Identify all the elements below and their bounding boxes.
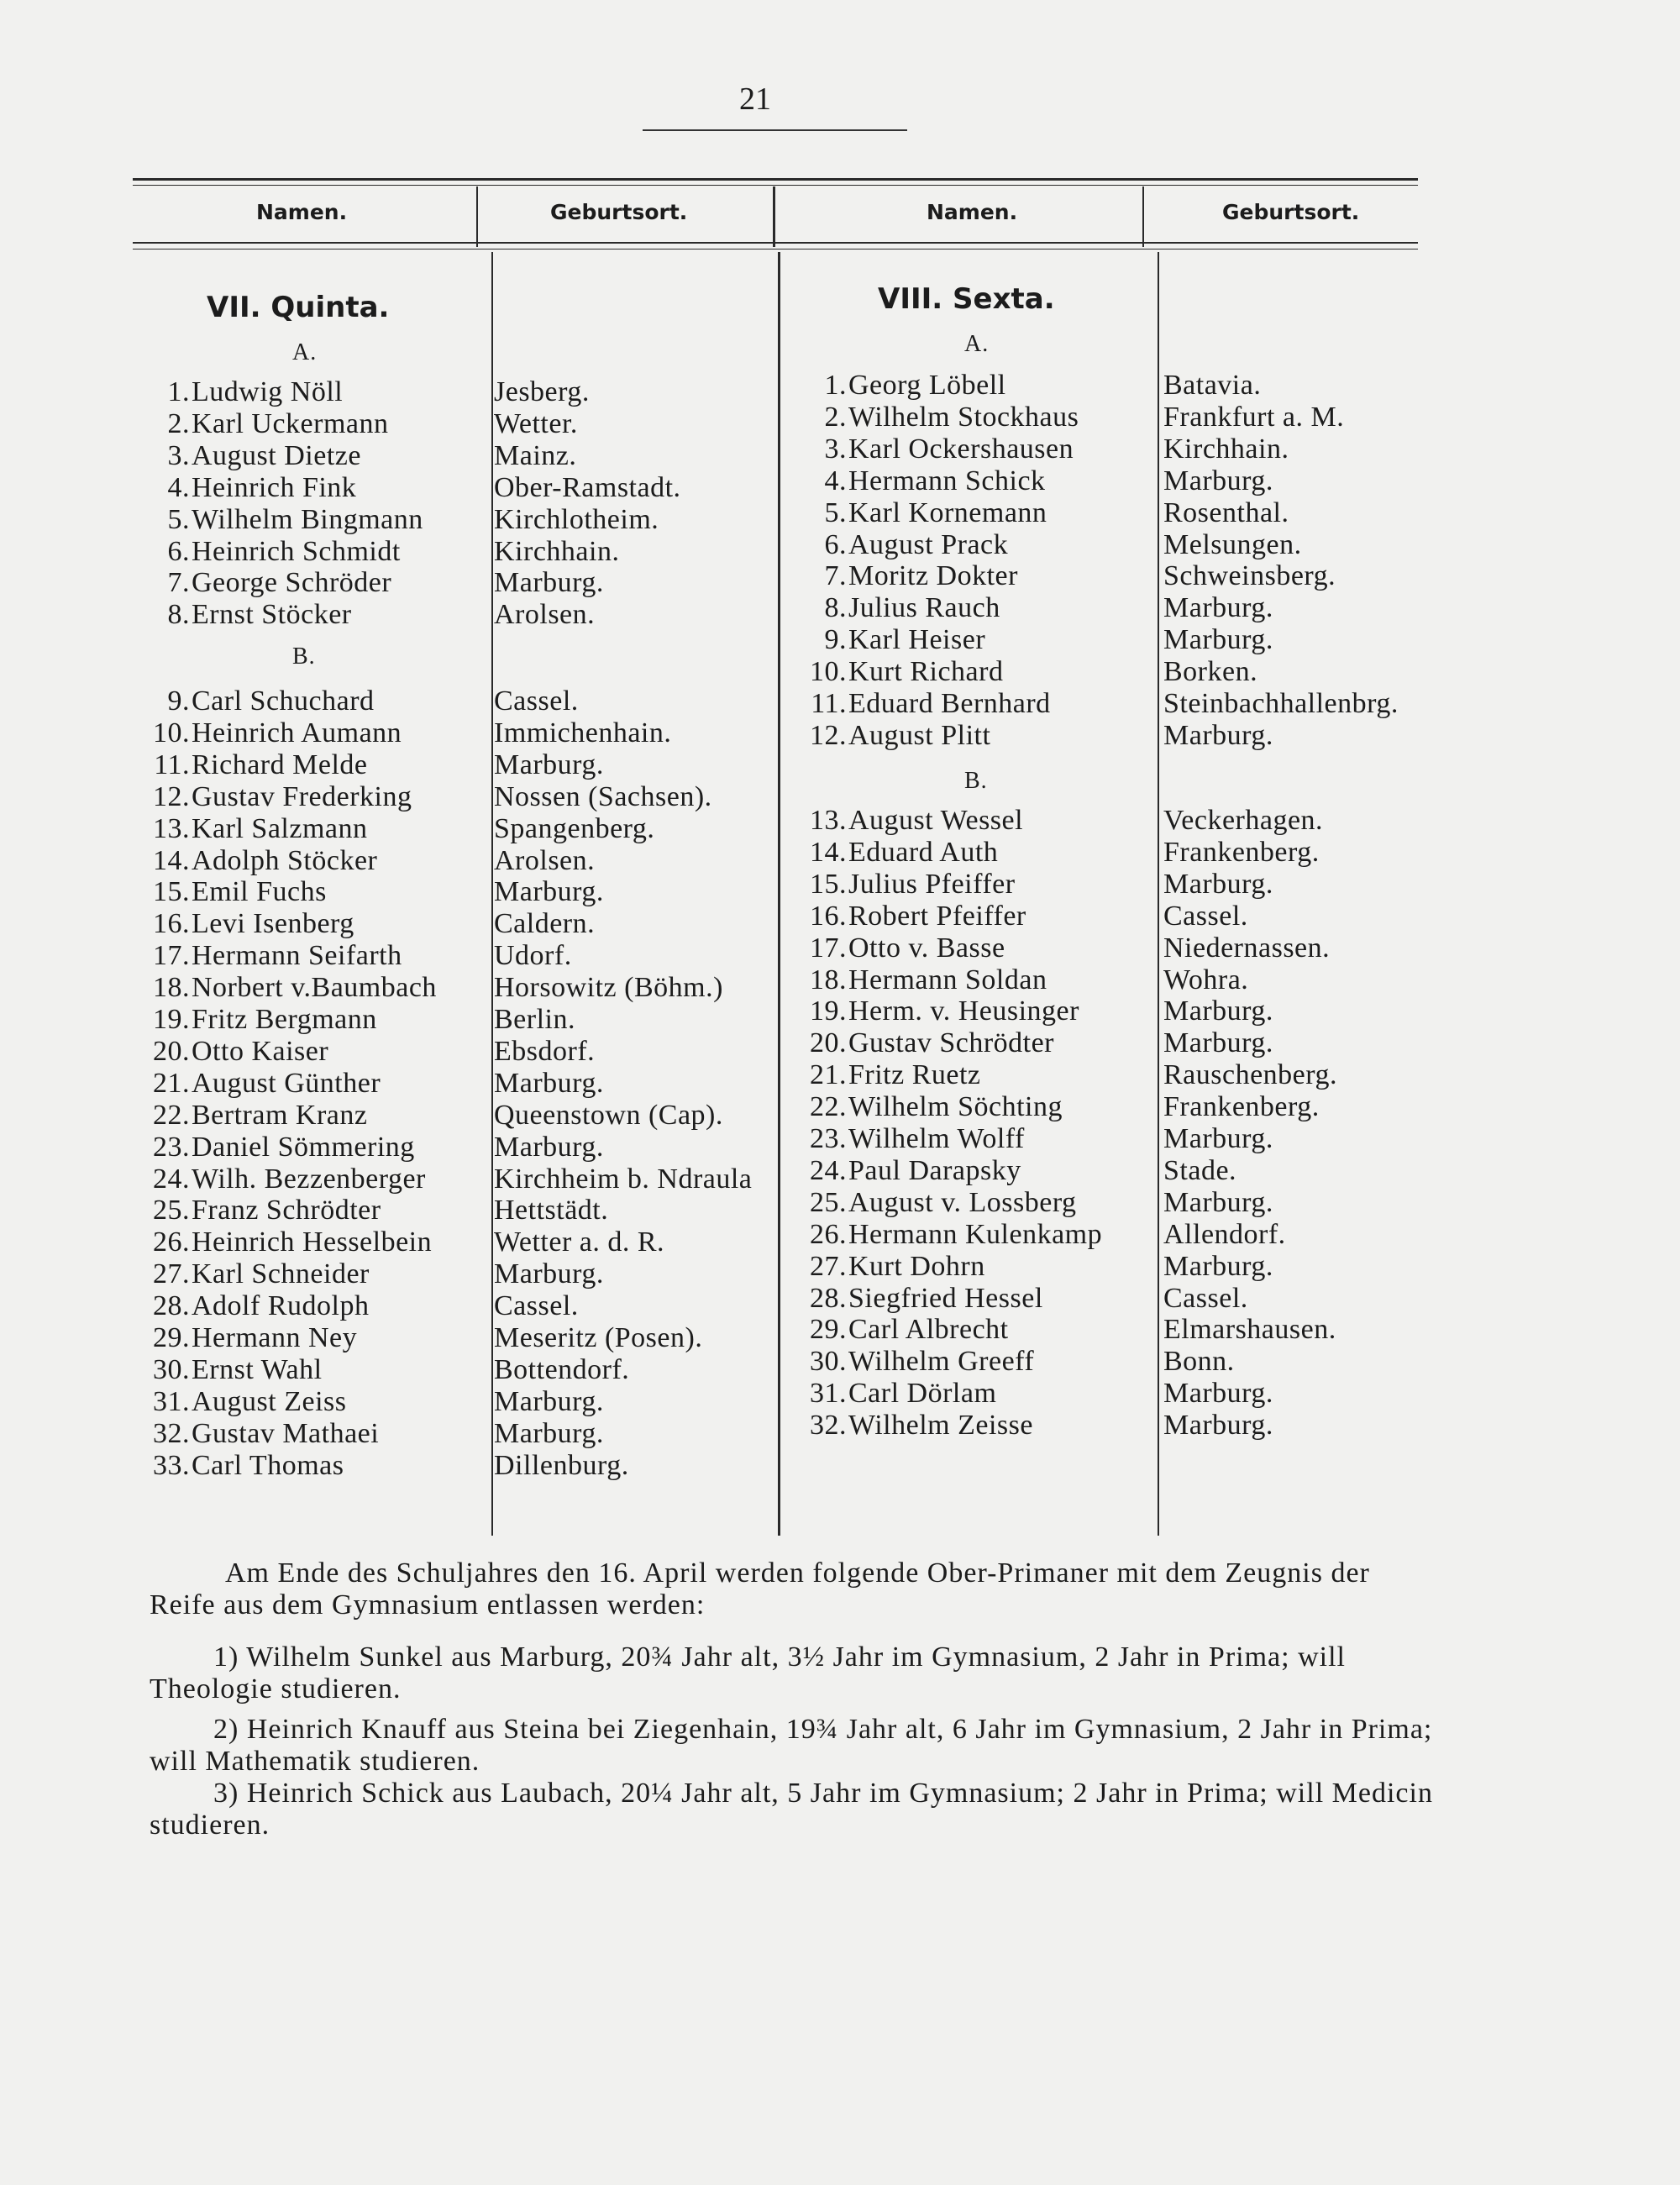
student-number: 15.	[810, 868, 847, 900]
student-row	[806, 1346, 1235, 1378]
student-row	[806, 1186, 1273, 1219]
student-row	[806, 1410, 1273, 1442]
student-number: 15.	[153, 876, 190, 908]
student-number: 4.	[824, 465, 847, 496]
student-birthplace: Wohra.	[1163, 964, 1249, 995]
header-divider-3	[1142, 186, 1144, 247]
student-row	[806, 401, 1345, 433]
student-row	[806, 1218, 1286, 1251]
student-number: 32.	[153, 1417, 190, 1449]
student-row	[150, 1322, 703, 1354]
student-number: 16.	[810, 900, 847, 932]
header-name-left: Namen.	[256, 200, 348, 224]
student-name: August Günther	[192, 1067, 381, 1099]
student-birthplace: Marburg.	[494, 1417, 604, 1449]
student-row	[806, 496, 1289, 529]
student-number: 17.	[153, 940, 190, 972]
student-number: 2.	[167, 407, 190, 439]
student-birthplace: Cassel.	[1163, 900, 1248, 932]
student-number: 4.	[167, 471, 190, 503]
student-number: 26.	[153, 1226, 190, 1258]
student-number: 30.	[810, 1346, 847, 1378]
student-row	[806, 465, 1273, 497]
student-number: 7.	[167, 567, 190, 599]
student-row	[150, 503, 659, 536]
student-birthplace: Rosenthal.	[1163, 496, 1289, 528]
student-birthplace: Meseritz (Posen).	[494, 1322, 703, 1353]
student-birthplace: Caldern.	[494, 908, 596, 940]
student-birthplace: Wetter.	[494, 407, 578, 439]
student-name: Karl Heiser	[848, 624, 986, 656]
student-number: 1.	[824, 370, 847, 401]
student-row	[806, 1059, 1337, 1091]
student-row	[806, 868, 1273, 901]
page-number-rule	[643, 129, 907, 131]
student-row	[150, 567, 604, 599]
student-row	[150, 471, 681, 504]
student-name: Adolf Rudolph	[192, 1290, 370, 1322]
student-name: Emil Fuchs	[192, 876, 327, 908]
student-number: 23.	[153, 1131, 190, 1163]
student-name: Wilhelm Bingmann	[192, 503, 423, 535]
student-birthplace: Schweinsberg.	[1163, 560, 1336, 592]
student-number: 30.	[153, 1353, 190, 1385]
student-birthplace: Marburg.	[494, 876, 604, 908]
student-row	[150, 748, 604, 781]
student-name: Otto v. Basse	[848, 932, 1005, 964]
student-birthplace: Marburg.	[1163, 1250, 1273, 1282]
student-birthplace: Marburg.	[1163, 868, 1273, 900]
student-row	[806, 1282, 1248, 1315]
table-top-rule-thin	[133, 185, 1418, 186]
student-row	[806, 1250, 1273, 1283]
student-number: 10.	[810, 656, 847, 688]
student-name: Otto Kaiser	[192, 1035, 329, 1067]
student-number: 1.	[167, 376, 190, 407]
student-number: 26.	[810, 1218, 847, 1250]
student-row	[150, 1004, 575, 1036]
student-number: 17.	[810, 932, 847, 964]
student-name: Heinrich Schmidt	[192, 535, 401, 567]
student-birthplace: Ebsdorf.	[494, 1035, 596, 1067]
student-birthplace: Horsowitz (Böhm.)	[494, 972, 723, 1004]
student-name: Norbert v.Baumbach	[192, 972, 437, 1004]
student-row	[150, 844, 596, 877]
student-name: Carl Albrecht	[848, 1314, 1009, 1346]
student-number: 5.	[824, 496, 847, 528]
student-name: Hermann Schick	[848, 465, 1046, 496]
student-birthplace: Marburg.	[494, 1385, 604, 1417]
student-row	[150, 599, 596, 631]
student-row	[806, 688, 1399, 720]
student-row	[150, 908, 596, 940]
student-number: 13.	[810, 805, 847, 836]
student-number: 14.	[153, 844, 190, 876]
header-bottom-rule	[133, 242, 1418, 244]
student-name: Paul Darapsky	[848, 1154, 1021, 1186]
student-name: Heinrich Fink	[192, 471, 357, 503]
section-title-quinta: VII. Quinta.	[207, 291, 390, 324]
student-birthplace: Allendorf.	[1163, 1218, 1286, 1250]
header-name-right: Namen.	[927, 200, 1018, 224]
student-row	[806, 836, 1320, 869]
student-name: Karl Schneider	[192, 1258, 370, 1290]
student-birthplace: Frankenberg.	[1163, 836, 1320, 868]
student-birthplace: Veckerhagen.	[1163, 805, 1324, 836]
student-name: Daniel Sömmering	[192, 1131, 415, 1163]
student-birthplace: Hettstädt.	[494, 1195, 609, 1226]
student-number: 25.	[153, 1195, 190, 1226]
student-birthplace: Queenstown (Cap).	[494, 1099, 723, 1131]
student-row	[806, 805, 1324, 837]
column-divider-center	[778, 252, 780, 1536]
student-row	[150, 1195, 609, 1226]
student-birthplace: Immichenhain.	[494, 717, 672, 748]
student-name: Karl Kornemann	[848, 496, 1047, 528]
graduate-entry: 1) Wilhelm Sunkel aus Marburg, 20¾ Jahr alt, 3½ Jahr im Gymnasium, 2 Jahr in Prima; will Theologie studieren.	[150, 1641, 1346, 1704]
student-row	[806, 1027, 1273, 1059]
student-number: 28.	[810, 1282, 847, 1314]
student-row	[150, 1035, 596, 1068]
student-row	[150, 876, 604, 908]
student-name: Franz Schrödter	[192, 1195, 381, 1226]
student-name: Wilhelm Söchting	[848, 1091, 1063, 1123]
header-birthplace-left: Geburtsort.	[550, 200, 688, 224]
student-row	[806, 1123, 1273, 1155]
group-label: B.	[964, 768, 988, 794]
student-name: Richard Melde	[192, 748, 368, 780]
student-number: 8.	[167, 599, 190, 631]
student-name: Hermann Seifarth	[192, 940, 402, 972]
student-number: 9.	[167, 685, 190, 717]
student-row	[806, 995, 1273, 1027]
student-number: 23.	[810, 1123, 847, 1154]
student-birthplace: Frankfurt a. M.	[1163, 401, 1345, 433]
student-number: 20.	[153, 1035, 190, 1067]
student-name: Karl Salzmann	[192, 812, 368, 844]
student-row	[150, 812, 655, 845]
student-number: 12.	[153, 780, 190, 812]
student-number: 21.	[153, 1067, 190, 1099]
student-number: 5.	[167, 503, 190, 535]
student-number: 18.	[153, 972, 190, 1004]
student-name: Kurt Richard	[848, 656, 1004, 688]
student-row	[150, 535, 620, 568]
student-number: 24.	[810, 1154, 847, 1186]
page-number: 21	[739, 81, 771, 117]
student-name: Carl Schuchard	[192, 685, 375, 717]
student-row	[806, 1378, 1273, 1410]
student-row	[150, 1067, 604, 1100]
student-birthplace: Stade.	[1163, 1154, 1237, 1186]
student-birthplace: Bottendorf.	[494, 1353, 630, 1385]
student-birthplace: Wetter a. d. R.	[494, 1226, 665, 1258]
student-number: 29.	[153, 1322, 190, 1353]
student-number: 6.	[167, 535, 190, 567]
student-number: 3.	[824, 433, 847, 465]
student-name: Hermann Kulenkamp	[848, 1218, 1103, 1250]
student-name: Wilhelm Wolff	[848, 1123, 1025, 1154]
student-name: Carl Dörlam	[848, 1378, 997, 1410]
group-label: A.	[292, 339, 318, 365]
student-birthplace: Udorf.	[494, 940, 572, 972]
student-number: 6.	[824, 528, 847, 560]
student-birthplace: Marburg.	[1163, 1123, 1273, 1154]
student-birthplace: Cassel.	[494, 1290, 579, 1322]
student-number: 9.	[824, 624, 847, 656]
student-birthplace: Marburg.	[1163, 592, 1273, 624]
student-number: 29.	[810, 1314, 847, 1346]
student-name: August Wessel	[848, 805, 1024, 836]
student-row	[806, 433, 1289, 465]
student-row	[150, 1417, 604, 1450]
student-name: Fritz Ruetz	[848, 1059, 981, 1091]
student-birthplace: Marburg.	[1163, 1410, 1273, 1442]
student-name: Levi Isenberg	[192, 908, 354, 940]
student-number: 28.	[153, 1290, 190, 1322]
student-number: 16.	[153, 908, 190, 940]
student-birthplace: Kirchlotheim.	[494, 503, 659, 535]
student-number: 31.	[810, 1378, 847, 1410]
student-name: Wilh. Bezzenberger	[192, 1163, 426, 1195]
student-birthplace: Frankenberg.	[1163, 1091, 1320, 1123]
student-number: 22.	[153, 1099, 190, 1131]
student-number: 19.	[153, 1004, 190, 1035]
column-divider-left	[491, 252, 493, 1536]
student-name: Robert Pfeiffer	[848, 900, 1026, 932]
student-row	[150, 1385, 604, 1418]
student-birthplace: Marburg.	[494, 1258, 604, 1290]
student-birthplace: Jesberg.	[494, 376, 590, 407]
student-birthplace: Marburg.	[494, 1131, 604, 1163]
student-birthplace: Marburg.	[494, 567, 604, 599]
student-row	[806, 1091, 1320, 1123]
student-row	[150, 376, 590, 408]
student-birthplace: Melsungen.	[1163, 528, 1302, 560]
student-name: Wilhelm Stockhaus	[848, 401, 1079, 433]
column-divider-right	[1158, 252, 1159, 1536]
student-birthplace: Berlin.	[494, 1004, 575, 1035]
student-row	[806, 932, 1331, 964]
student-name: Julius Rauch	[848, 592, 1000, 624]
student-number: 21.	[810, 1059, 847, 1091]
student-row	[150, 1449, 629, 1482]
student-birthplace: Marburg.	[1163, 624, 1273, 656]
header-divider-2	[773, 186, 775, 247]
student-birthplace: Mainz.	[494, 439, 577, 471]
student-row	[806, 592, 1273, 624]
student-number: 7.	[824, 560, 847, 592]
student-number: 31.	[153, 1385, 190, 1417]
student-row	[150, 1290, 579, 1322]
student-name: Fritz Bergmann	[192, 1004, 377, 1035]
student-row	[150, 439, 577, 472]
student-row	[806, 1154, 1237, 1187]
student-birthplace: Elmarshausen.	[1163, 1314, 1336, 1346]
student-name: Bertram Kranz	[192, 1099, 368, 1131]
student-birthplace: Arolsen.	[494, 844, 596, 876]
student-row	[806, 656, 1258, 688]
student-row	[150, 780, 712, 813]
student-birthplace: Marburg.	[1163, 1378, 1273, 1410]
student-name: August Zeiss	[192, 1385, 347, 1417]
student-name: Ernst Wahl	[192, 1353, 323, 1385]
student-birthplace: Kirchheim b. Ndraula	[494, 1163, 753, 1195]
student-birthplace: Ober-Ramstadt.	[494, 471, 681, 503]
student-number: 13.	[153, 812, 190, 844]
student-row	[150, 1131, 604, 1163]
graduate-entry: 2) Heinrich Knauff aus Steina bei Ziegenhain, 19¾ Jahr alt, 6 Jahr im Gymnasium, 2 Jahr in Prima; will Mathematik studieren.	[150, 1714, 1433, 1777]
student-number: 14.	[810, 836, 847, 868]
student-birthplace: Niedernassen.	[1163, 932, 1331, 964]
student-row	[150, 685, 579, 717]
student-number: 32.	[810, 1410, 847, 1442]
student-birthplace: Borken.	[1163, 656, 1258, 688]
student-name: Herm. v. Heusinger	[848, 995, 1079, 1027]
student-row	[806, 900, 1248, 932]
student-row	[150, 1099, 723, 1132]
student-name: August Plitt	[848, 719, 991, 751]
student-birthplace: Nossen (Sachsen).	[494, 780, 712, 812]
student-name: Ludwig Nöll	[192, 376, 344, 407]
student-number: 25.	[810, 1186, 847, 1218]
student-birthplace: Cassel.	[1163, 1282, 1248, 1314]
student-birthplace: Arolsen.	[494, 599, 596, 631]
student-birthplace: Marburg.	[494, 748, 604, 780]
student-row	[150, 1226, 665, 1258]
graduate-entry: 3) Heinrich Schick aus Laubach, 20¼ Jahr alt, 5 Jahr im Gymnasium; 2 Jahr in Prima; will Medicin studieren.	[150, 1778, 1433, 1841]
student-row	[150, 407, 578, 440]
student-number: 10.	[153, 717, 190, 748]
student-number: 33.	[153, 1449, 190, 1481]
student-row	[150, 1258, 604, 1290]
student-name: Wilhelm Greeff	[848, 1346, 1035, 1378]
student-birthplace: Marburg.	[1163, 1027, 1273, 1059]
student-row	[150, 717, 672, 749]
student-number: 11.	[811, 688, 847, 719]
student-number: 8.	[824, 592, 847, 624]
student-row	[806, 370, 1262, 402]
student-row	[806, 624, 1273, 656]
student-name: George Schröder	[192, 567, 392, 599]
student-birthplace: Marburg.	[1163, 1186, 1273, 1218]
student-name: Georg Löbell	[848, 370, 1006, 401]
student-name: Karl Ockershausen	[848, 433, 1074, 465]
student-name: Heinrich Aumann	[192, 717, 402, 748]
header-divider-1	[476, 186, 478, 247]
student-name: Karl Uckermann	[192, 407, 389, 439]
student-birthplace: Kirchhain.	[1163, 433, 1289, 465]
student-birthplace: Marburg.	[1163, 995, 1273, 1027]
student-name: Hermann Ney	[192, 1322, 358, 1353]
student-name: Carl Thomas	[192, 1449, 344, 1481]
student-row	[150, 1163, 753, 1195]
student-row	[150, 1353, 630, 1386]
graduates-intro: Am Ende des Schuljahres den 16. April werden folgende Ober-Primaner mit dem Zeugnis der Reife aus dem Gymnasium entlassen werden:	[150, 1557, 1370, 1620]
student-birthplace: Steinbachhallenbrg.	[1163, 688, 1399, 719]
student-name: Gustav Mathaei	[192, 1417, 380, 1449]
student-name: Wilhelm Zeisse	[848, 1410, 1033, 1442]
student-name: Gustav Frederking	[192, 780, 412, 812]
student-name: Julius Pfeiffer	[848, 868, 1016, 900]
student-name: Eduard Bernhard	[848, 688, 1051, 719]
student-row	[806, 528, 1302, 561]
student-birthplace: Kirchhain.	[494, 535, 620, 567]
section-title-sexta: VIII. Sexta.	[878, 282, 1055, 316]
student-name: August Dietze	[192, 439, 361, 471]
student-number: 2.	[824, 401, 847, 433]
student-number: 11.	[154, 748, 190, 780]
student-number: 19.	[810, 995, 847, 1027]
header-birthplace-right: Geburtsort.	[1222, 200, 1360, 224]
student-row	[806, 1314, 1336, 1346]
student-name: August v. Lossberg	[848, 1186, 1077, 1218]
group-label: A.	[964, 331, 990, 357]
student-row	[806, 560, 1336, 592]
student-birthplace: Rauschenberg.	[1163, 1059, 1337, 1091]
student-number: 24.	[153, 1163, 190, 1195]
student-name: Eduard Auth	[848, 836, 999, 868]
student-birthplace: Bonn.	[1163, 1346, 1235, 1378]
student-row	[150, 972, 723, 1004]
student-name: August Prack	[848, 528, 1009, 560]
student-name: Heinrich Hesselbein	[192, 1226, 433, 1258]
student-birthplace: Dillenburg.	[494, 1449, 629, 1481]
table-top-rule	[133, 178, 1418, 181]
student-birthplace: Marburg.	[1163, 719, 1273, 751]
student-name: Hermann Soldan	[848, 964, 1047, 995]
student-row	[150, 940, 572, 972]
student-number: 12.	[810, 719, 847, 751]
student-birthplace: Batavia.	[1163, 370, 1262, 401]
student-number: 20.	[810, 1027, 847, 1059]
student-birthplace: Spangenberg.	[494, 812, 655, 844]
student-number: 27.	[153, 1258, 190, 1290]
student-name: Ernst Stöcker	[192, 599, 352, 631]
student-row	[806, 719, 1273, 752]
student-row	[806, 964, 1249, 996]
student-name: Adolph Stöcker	[192, 844, 378, 876]
student-number: 22.	[810, 1091, 847, 1123]
student-number: 18.	[810, 964, 847, 995]
group-label: B.	[292, 643, 316, 670]
student-name: Moritz Dokter	[848, 560, 1018, 592]
student-name: Siegfried Hessel	[848, 1282, 1043, 1314]
student-birthplace: Cassel.	[494, 685, 579, 717]
student-number: 27.	[810, 1250, 847, 1282]
student-name: Gustav Schrödter	[848, 1027, 1055, 1059]
student-birthplace: Marburg.	[1163, 465, 1273, 496]
student-number: 3.	[167, 439, 190, 471]
student-birthplace: Marburg.	[494, 1067, 604, 1099]
student-name: Kurt Dohrn	[848, 1250, 985, 1282]
